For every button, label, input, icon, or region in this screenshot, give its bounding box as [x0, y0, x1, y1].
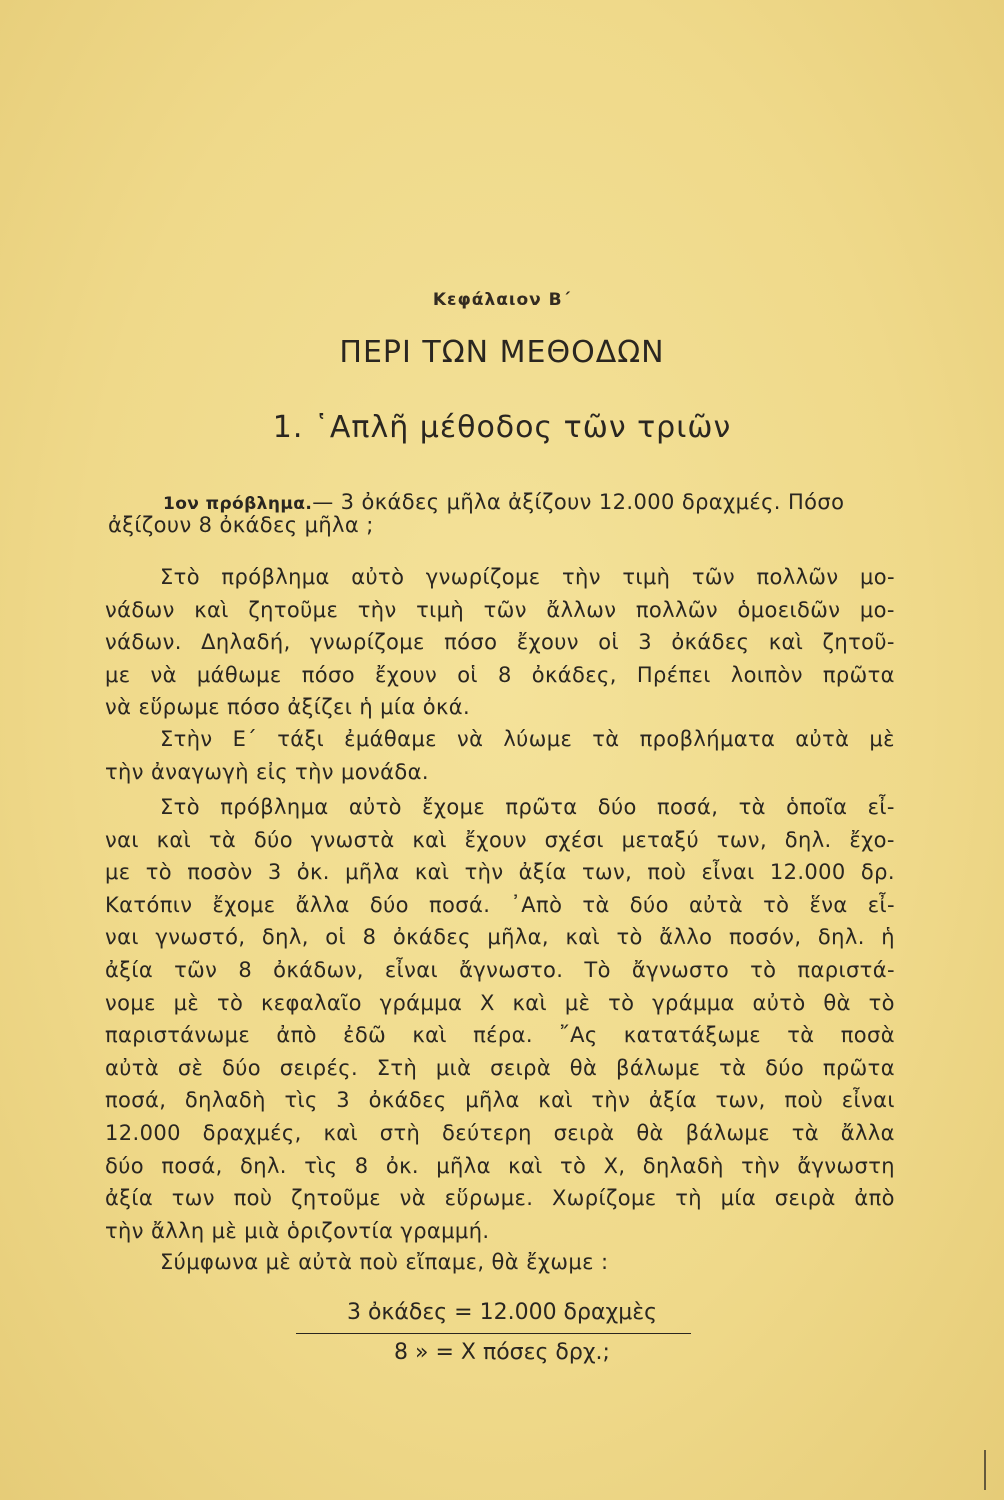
word: γνωστό,	[155, 925, 246, 950]
page-title: ΠΕΡΙ ΤΩΝ ΜΕΘΟΔΩΝ	[339, 335, 665, 370]
word: μάθωμε	[196, 662, 282, 687]
word: ποσά,	[105, 1088, 167, 1113]
word: ποὺ	[784, 1088, 824, 1113]
word: καὶ	[565, 925, 600, 950]
word: ζητοῦμε	[248, 597, 339, 622]
word: πρόβλημα	[220, 795, 329, 819]
word: δηλαδὴ	[184, 1088, 266, 1113]
word: τὴν	[357, 597, 397, 622]
word: τὸ	[763, 892, 790, 917]
word: καὶ	[508, 1153, 543, 1178]
equation-numerator: 3 ὀκάδες = 12.000 δραχμὲς	[346, 1300, 657, 1325]
word: τιμὴ	[416, 597, 465, 622]
word: σειρὰ	[553, 1121, 615, 1145]
body-line	[105, 958, 895, 982]
body-line	[160, 795, 895, 819]
word: 3	[638, 630, 653, 655]
word: δύο	[369, 892, 409, 917]
problem-text-1: — 3 ὀκάδες μῆλα ἀξίζουν 12.000 δραχμές. Πόσο	[312, 490, 845, 514]
word: ποσά,	[657, 795, 719, 819]
word: 3	[267, 860, 282, 885]
word: τὴν	[591, 1088, 631, 1113]
word: βάλωμε	[685, 1121, 770, 1145]
word: σειρὰ	[774, 1186, 836, 1211]
word: δύο	[222, 1055, 262, 1080]
body-line	[105, 663, 895, 687]
word: πόσο	[444, 630, 498, 655]
word: τὰ	[738, 795, 766, 819]
word: βάλωμε	[616, 1055, 701, 1080]
word: λύωμε	[503, 727, 573, 751]
word: αὐτὰ	[688, 892, 744, 917]
word: καὶ	[512, 990, 548, 1015]
body-line	[105, 630, 895, 654]
word: στὴ	[379, 1121, 421, 1145]
word: τὸ	[616, 925, 643, 950]
word: ποσὸν	[187, 860, 253, 885]
word: Στὸ	[160, 565, 200, 589]
section-heading: 1. ῾Απλῆ μέθοδος τῶν τριῶν	[272, 410, 732, 445]
word: τὴν	[741, 1153, 780, 1178]
word: δηλ.	[817, 925, 865, 950]
word: πρῶτα	[822, 1055, 895, 1080]
word: τῶν	[174, 958, 218, 982]
word: μῆλα	[345, 860, 400, 885]
word: καὶ	[538, 1088, 573, 1113]
word: ἄγνωστο	[631, 958, 730, 982]
word: ἀξία	[648, 1088, 697, 1113]
word: των,	[581, 860, 633, 885]
word: νομε	[105, 990, 156, 1015]
word: θὰ	[636, 1121, 664, 1145]
word: θὰ	[569, 1055, 598, 1080]
body-line	[105, 598, 895, 622]
body-line	[160, 727, 895, 751]
word: μο-	[860, 565, 895, 589]
word: των,	[716, 827, 768, 852]
word: σχέσι	[544, 827, 604, 852]
word: μὲ	[564, 990, 591, 1015]
word: με	[105, 860, 131, 885]
word: δύο	[597, 795, 637, 819]
word: μιὰ	[435, 1055, 472, 1080]
body-line: τὴν ἀναγωγὴ εἰς τὴν μονάδα.	[105, 759, 429, 784]
word: οἱ	[325, 925, 347, 950]
word: κεφαλαῖο	[261, 990, 362, 1015]
word: 8	[354, 1153, 369, 1178]
word: ποσά.	[428, 892, 491, 917]
equation-fraction-bar	[296, 1333, 691, 1334]
body-line	[105, 1121, 895, 1145]
word: καὶ	[412, 827, 447, 852]
word: μεταξύ	[621, 827, 700, 852]
word: δύο	[253, 827, 293, 852]
word: γνωρίζομε	[425, 565, 541, 589]
word: ἄλλα	[840, 1121, 895, 1145]
word: γνωρίζομε	[310, 630, 425, 655]
body-line	[105, 860, 895, 884]
word: ναι	[105, 827, 139, 852]
word: ὁποῖα	[786, 795, 848, 819]
word: δεύτερη	[442, 1121, 532, 1145]
word: τὸ	[608, 990, 635, 1015]
word: παριστάνωμε	[105, 1023, 251, 1048]
word: καὶ	[768, 630, 804, 655]
word: εἶναι	[701, 860, 755, 885]
word: θὰ	[823, 990, 851, 1015]
word: νὰ	[150, 662, 177, 687]
word: ζητοῦ-	[822, 630, 895, 655]
word: γνωστὰ	[310, 827, 395, 852]
word: ἀπὸ	[276, 1023, 317, 1048]
word: ποὺ	[647, 860, 687, 885]
word: κατατάξωμε	[623, 1023, 761, 1048]
word: ποσά,	[161, 1153, 223, 1178]
word: παριστά-	[797, 958, 895, 982]
word: ἐμάθαμε	[344, 727, 437, 751]
chapter-label: Κεφάλαιον Β΄	[432, 290, 572, 310]
word: πολλῶν	[635, 597, 718, 622]
word: νάδων.	[105, 630, 182, 655]
word: αὐτὰ	[105, 1055, 160, 1080]
body-line	[105, 925, 895, 949]
word: ἡ	[881, 925, 895, 950]
body-line	[105, 1023, 895, 1047]
word: νάδων	[105, 597, 175, 622]
word: δηλ.	[784, 827, 832, 852]
word: τὸ	[216, 990, 244, 1015]
body-line	[105, 893, 895, 917]
word: μῆλα	[465, 1088, 520, 1113]
word: ἀξία	[105, 1186, 154, 1211]
word: δύο	[105, 1153, 145, 1178]
word: δύο	[629, 892, 669, 917]
word: προβλήματα	[639, 727, 776, 751]
word: αὐτὸ	[348, 795, 402, 819]
word: ἔχουν	[464, 827, 527, 852]
word: τὴν	[562, 565, 601, 589]
word: ἔχομε	[212, 892, 276, 917]
word: ὁμοειδῶν	[737, 597, 841, 622]
word: εἶναι	[384, 958, 439, 982]
word: τὴ	[675, 1186, 702, 1211]
word: πόσο	[301, 662, 355, 687]
body-line	[105, 1154, 895, 1178]
word: δρ.	[860, 860, 895, 885]
word: Στὴ	[376, 1055, 418, 1080]
word: ἔχο-	[849, 827, 895, 852]
word: αὐτὸ	[752, 990, 806, 1015]
word: 12.000	[105, 1121, 181, 1145]
word: ἀπὸ	[854, 1186, 895, 1211]
body-line	[105, 1186, 895, 1210]
word: ὀκάδες	[392, 925, 471, 950]
word: 12.000	[769, 860, 846, 885]
word: Στὴν	[160, 727, 213, 751]
word: εὕρωμε.	[444, 1186, 534, 1211]
word: ὀκάδες	[671, 630, 750, 655]
word: τὰ	[791, 1121, 820, 1145]
word: Χ	[479, 990, 495, 1015]
word: δύο	[765, 1055, 805, 1080]
word: Πρέπει	[636, 662, 711, 687]
word: ποὺ	[233, 1186, 273, 1211]
word: τάξι	[277, 727, 325, 751]
word: τὸ	[145, 860, 173, 885]
word: ὀκάδες,	[531, 662, 617, 687]
word: των	[171, 1186, 215, 1211]
word: ἀξία	[518, 860, 567, 885]
word: εἶ-	[867, 795, 895, 819]
word: μῆλα	[436, 1153, 491, 1178]
body-line: νὰ εὕρωμε πόσο ἀξίζει ἡ μία ὀκά.	[105, 695, 471, 720]
word: τὶς	[304, 1153, 338, 1178]
word: ἐδῶ	[343, 1023, 387, 1048]
word: τῶν	[483, 597, 527, 622]
word: ῎Ας	[559, 1023, 598, 1048]
problem-label: 1ον πρόβλημα.	[163, 494, 313, 514]
problem-line-1	[163, 490, 844, 514]
word: Τὸ	[584, 958, 611, 982]
word: νὰ	[456, 727, 484, 751]
word: δραχμές,	[202, 1121, 302, 1145]
word: ᾽Απὸ	[510, 892, 563, 917]
word: Χωρίζομε	[551, 1186, 657, 1211]
word: ὀκάδων,	[273, 958, 364, 982]
word: τῶν	[691, 565, 736, 589]
word: καὶ	[414, 860, 450, 885]
word: καὶ	[412, 1023, 447, 1048]
word: τιμὴ	[622, 565, 671, 589]
word: ἔχουν	[516, 630, 579, 655]
word: ἕνα	[809, 892, 848, 917]
word: πολλῶν	[756, 565, 839, 589]
problem-line-2: ἀξίζουν 8 ὀκάδες μῆλα ;	[108, 513, 374, 537]
word: ὀκάδες	[368, 1088, 447, 1113]
word: 8	[238, 958, 253, 982]
word: αὐτὸ	[351, 565, 405, 589]
word: γράμμα	[652, 990, 735, 1015]
word: οἱ	[457, 662, 478, 687]
word: νὰ	[399, 1186, 427, 1211]
word: τὴν	[464, 860, 504, 885]
word: ἄγνωστο.	[459, 958, 564, 982]
word: ναι	[105, 925, 139, 950]
word: σειρές.	[279, 1055, 359, 1080]
word: μὲ	[869, 727, 895, 751]
word: μο-	[859, 597, 895, 622]
word: ἔχουν	[374, 662, 438, 687]
word: πρῶτα	[505, 795, 578, 819]
word: τὰ	[582, 892, 610, 917]
word: των,	[715, 1088, 766, 1113]
word: σὲ	[177, 1055, 204, 1080]
word: 3	[336, 1088, 351, 1113]
word: ποσὰ	[840, 1023, 895, 1048]
word: τὰ	[592, 727, 620, 751]
word: μία	[720, 1186, 757, 1211]
page-edge-mark	[980, 1450, 990, 1490]
word: καὶ	[323, 1121, 359, 1145]
word: πρόβλημα	[221, 565, 330, 589]
word: δηλ,	[261, 925, 309, 950]
word: εἶ-	[867, 892, 895, 917]
word: δηλαδὴ	[642, 1153, 724, 1178]
body-line	[105, 991, 895, 1015]
word: οἱ	[598, 630, 619, 655]
word: αὐτὰ	[795, 727, 850, 751]
word: ποσόν,	[728, 925, 802, 950]
word: τὰ	[208, 827, 237, 852]
word: λοιπὸν	[730, 662, 803, 687]
word: τὸ	[868, 990, 895, 1015]
word: ἔχομε	[422, 795, 486, 819]
word: ἄγνωστη	[797, 1153, 895, 1178]
word: Στὸ	[160, 795, 200, 819]
word: μὲ	[173, 990, 200, 1015]
word: δηλ.	[240, 1153, 287, 1178]
word: καὶ	[194, 597, 229, 622]
word: μῆλα,	[487, 925, 549, 950]
word: Ε΄	[232, 727, 258, 751]
word: τὸ	[560, 1153, 587, 1178]
word: καὶ	[156, 827, 192, 852]
word: Χ,	[603, 1153, 626, 1178]
word: ὀκ.	[385, 1153, 419, 1178]
word: Δηλαδή,	[201, 630, 291, 655]
word: τὶς	[284, 1088, 318, 1113]
word: 8	[362, 925, 377, 950]
word: Κατόπιν	[105, 892, 193, 917]
word: τὸ	[750, 958, 777, 982]
word: γράμμα	[379, 990, 463, 1015]
word: ἄλλα	[295, 892, 350, 917]
body-line	[105, 828, 895, 852]
word: με	[105, 662, 131, 687]
word: πέρα.	[473, 1023, 533, 1048]
word: εἶναι	[841, 1088, 895, 1113]
word: ἄλλων	[546, 597, 617, 622]
word: ἀξία	[105, 958, 154, 982]
word: σειρὰ	[490, 1055, 552, 1080]
body-line	[105, 1056, 895, 1080]
body-line	[105, 1088, 895, 1112]
word: τὰ	[719, 1055, 747, 1080]
word: τὰ	[787, 1023, 815, 1048]
word: ἄλλο	[659, 925, 713, 950]
word: ὀκ.	[296, 860, 330, 885]
word: πρῶτα	[822, 662, 895, 687]
word: ζητοῦμε	[291, 1186, 381, 1211]
body-line	[160, 565, 895, 589]
body-line: τὴν ἄλλη μὲ μιὰ ὁριζοντία γραμμή.	[105, 1218, 490, 1243]
word: 8	[497, 662, 512, 687]
equation-denominator: 8 » = Χ πόσες δρχ.;	[394, 1340, 610, 1365]
body-line: Σύμφωνα μὲ αὐτὰ ποὺ εἴπαμε, θὰ ἔχωμε :	[160, 1250, 609, 1274]
